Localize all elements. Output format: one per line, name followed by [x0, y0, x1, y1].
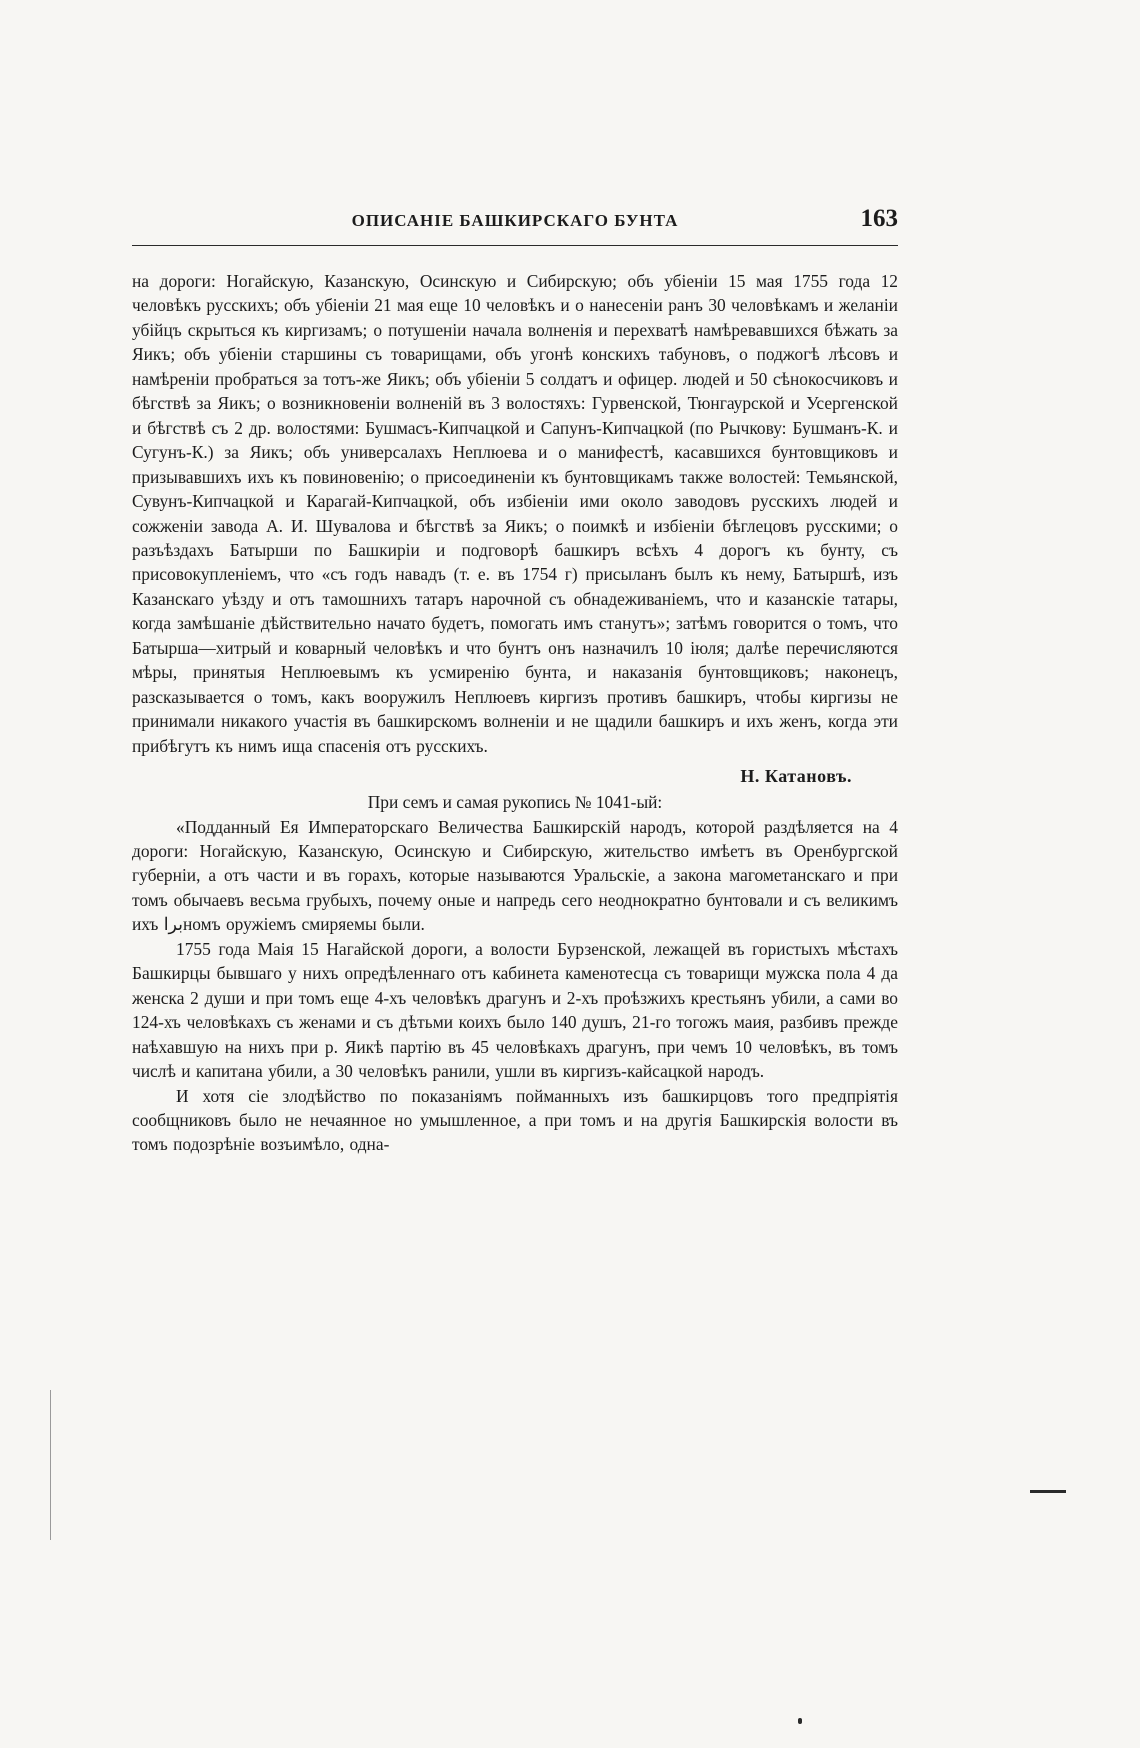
margin-dash-mark: [1030, 1490, 1066, 1493]
manuscript-paragraph-3: И хотя сіе злодѣйство по показаніямъ пойманныхъ изъ башкирцовъ того предпріятія сообщниковъ было не нечаянное но умышленное, а при томъ и на другія Башкирскія волости въ томъ подозрѣніе возъимѣло, одна-: [132, 1085, 898, 1155]
header-rule: [132, 245, 898, 246]
summary-paragraph: на дороги: Ногайскую, Казанскую, Осинскую и Сибирскую; объ убіеніи 15 мая 1755 года 12 человѣкъ русскихъ; объ убіеніи 21 мая еще 10 человѣкъ и о нанесеніи ранъ 30 человѣкамъ и желаніи убійцъ скрыться къ киргизамъ; о потушеніи начала волненія и перехватѣ намѣревавшихся бѣжать за Яикъ; объ убіеніи старшины съ товарищами, объ угонѣ конскихъ табуновъ, о поджогѣ лѣсовъ и намѣреніи пробраться за тотъ-же Яикъ; объ убіеніи 5 солдатъ и офицер. людей и 50 сѣнокосчиковъ и бѣгствѣ за Яикъ; о возникновеніи волненій въ 3 волостяхъ: Гурвенской, Тюнгаурской и Усергенской и бѣгствѣ съ 2 др. волостями: Бушмасъ-Кипчацкой и Сапунъ-Кипчацкой (по Рычкову: Бушманъ-К. и Сугунъ-К.) за Яикъ; объ универсалахъ Неплюева и о манифестѣ, касавшихся бунтовщиковъ и призывавшихъ ихъ къ повиновенію; о присоединеніи къ бунтовщикамъ также волостей: Темьянской, Сувунъ-Кипчацкой и Карагай-Кипчацкой, объ избіеніи ими около заводовъ русскихъ людей и сожженіи завода А. И. Шувалова и бѣгствѣ за Яикъ; о поимкѣ и избіеніи бѣглецовъ русскими; о разъѣздахъ Батырши по Башкиріи и подговорѣ башкиръ всѣхъ 4 дорогъ къ бунту, съ присовокупленіемъ, что «съ годъ навадъ (т. е. въ 1754 г) присыланъ былъ къ нему, Батыршѣ, изъ Казанскаго уѣзду и отъ тамошнихъ татаръ нарочной съ обнадеживаніемъ, что и казанскіе татары, когда замѣшаніе дѣйствительно начато будетъ, помогать имъ станутъ»; затѣмъ говорится о томъ, что Батырша—хитрый и коварный человѣкъ и что бунтъ онъ назначилъ 10 іюля; далѣе перечисляются мѣры, принятыя Неплюевымъ къ усмиренію бунта, и наказанія бунтовщиковъ; наконецъ, разсказывается о томъ, какъ вооружилъ Неплюевъ киргизъ противъ башкиръ, чтобы киргизы не принимали никакого участія въ башкирскомъ волненіи и не щадили башкиръ и ихъ женъ, когда эти прибѣгутъ къ нимъ ища спасенія отъ русскихъ.: [132, 271, 898, 756]
scan-dot-mark: [798, 1718, 802, 1724]
page-content: [132, 245, 898, 1157]
author-signature: Н. Катановъ.: [740, 766, 852, 787]
document-page: [132, 205, 898, 1157]
scan-margin-line: [50, 1390, 51, 1540]
page-number: 163: [860, 205, 898, 232]
running-head: [132, 205, 898, 245]
running-title: ОПИСАНІЕ БАШКИРСКАГО БУНТА: [351, 211, 679, 230]
manuscript-paragraph-2: 1755 года Маія 15 Нагайской дороги, а волости Бурзенской, лежащей въ гористыхъ мѣстахъ Башкирцы бывшаго у нихъ опредѣленнаго отъ кабинета каменотесца съ товарищи мужска пола 4 да женска 2 души и при томъ еще 4-хъ человѣкъ драгунъ и 2-хъ проѣзжихъ крестьянъ убили, а сами во 124-хъ человѣкахъ съ женами и съ дѣтьми коихъ было 140 душъ, 21-го тогожъ маия, разбивъ прежде наѣхавшую на нихъ при р. Яикѣ партію въ 45 человѣкахъ драгунъ, при чемъ 10 человѣкъ, въ томъ числѣ и капитана убили, а 30 человѣкъ ранили, ушли въ киргизъ-кайсацкой народъ.: [132, 938, 898, 1082]
manuscript-intro: При семъ и самая рукопись № 1041-ый:: [367, 792, 663, 813]
manuscript-paragraph-1: «Подданный Ея Императорскаго Величества Башкирскій народъ, которой раздѣляется на 4 дороги: Ногайскую, Казанскую, Осинскую и Сибирскую, жительство имѣетъ въ Оренбургской губерніи, а отъ части и въ горахъ, которые называются Уральскіе, а закона магометанскаго и при томъ обычаевъ весьма грубыхъ, почему оные и напредь сего неоднократно бунтовали и съ великимъ ихъ براномъ оружіемъ смиряемы были.: [132, 816, 898, 935]
